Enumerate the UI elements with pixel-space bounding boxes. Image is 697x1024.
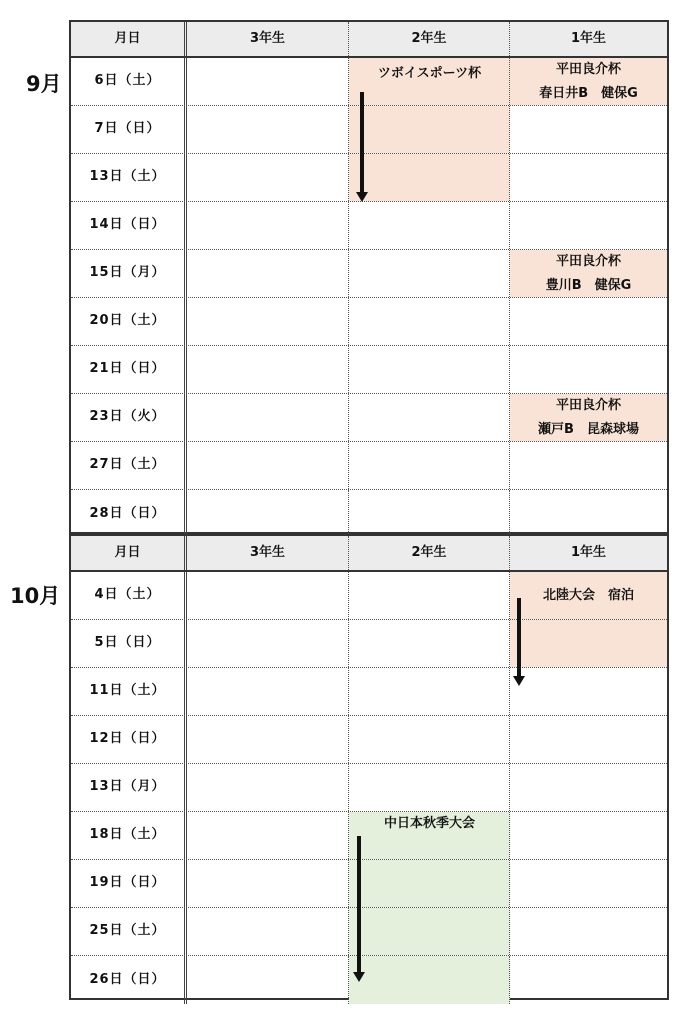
grade1-cell (510, 442, 667, 489)
grade1-cell (510, 764, 667, 811)
date-cell: 13日（土） (71, 154, 187, 201)
grade3-cell (187, 202, 349, 249)
october-schedule-table (69, 534, 669, 1000)
grade3-cell (187, 106, 349, 153)
grade1-cell (510, 298, 667, 345)
header-grade3: 3年生 (187, 536, 349, 570)
date-cell: 28日（日） (71, 490, 187, 538)
table-row (71, 154, 667, 202)
table-row (71, 202, 667, 250)
table-row (71, 956, 667, 1004)
grade1-cell (510, 106, 667, 153)
table-row (71, 860, 667, 908)
table-row (71, 298, 667, 346)
date-cell: 5日（日） (71, 620, 187, 667)
event-tsubois-cup: ツボイスポーツ杯 (377, 66, 482, 81)
header-date: 月日 (71, 536, 187, 570)
table-header (71, 536, 667, 572)
date-cell: 11日（土） (71, 668, 187, 715)
grade3-cell (187, 956, 349, 1004)
table-row (71, 764, 667, 812)
grade2-cell (349, 490, 510, 538)
grade1-cell (510, 346, 667, 393)
grade2-cell (349, 764, 510, 811)
date-cell: 25日（土） (71, 908, 187, 955)
grade2-cell (349, 860, 510, 907)
header-grade2: 2年生 (349, 536, 510, 570)
grade2-cell (349, 908, 510, 955)
grade2-cell (349, 394, 510, 441)
event-hirata-cup-detail: 豊川B 健保G (545, 278, 632, 293)
grade1-cell (510, 668, 667, 715)
arrow-down-icon (517, 598, 521, 678)
grade3-cell (187, 298, 349, 345)
grade1-cell (510, 716, 667, 763)
grade3-cell (187, 764, 349, 811)
grade1-cell (510, 812, 667, 859)
grade3-cell (187, 154, 349, 201)
grade3-cell (187, 860, 349, 907)
grade1-cell (510, 154, 667, 201)
grade3-cell (187, 250, 349, 297)
date-cell: 20日（土） (71, 298, 187, 345)
date-cell: 19日（日） (71, 860, 187, 907)
date-cell: 21日（日） (71, 346, 187, 393)
grade3-cell (187, 812, 349, 859)
grade3-cell (187, 394, 349, 441)
event-hirata-cup-detail: 春日井B 健保G (539, 86, 638, 101)
event-hokuriku-tournament: 北陸大会 宿泊 (542, 588, 634, 603)
table-header (71, 22, 667, 58)
date-cell: 6日（土） (71, 58, 187, 105)
grade2-cell (349, 106, 510, 153)
date-cell: 18日（土） (71, 812, 187, 859)
grade3-cell (187, 442, 349, 489)
date-cell: 26日（日） (71, 956, 187, 1004)
september-schedule-table (69, 20, 669, 534)
header-grade1: 1年生 (570, 544, 607, 560)
month-label-october: 10月 (10, 584, 61, 608)
grade1-cell (510, 202, 667, 249)
header-grade1: 1年生 (570, 30, 607, 46)
grade3-cell (187, 908, 349, 955)
grade3-cell (187, 490, 349, 538)
grade2-cell (349, 668, 510, 715)
table-row (71, 346, 667, 394)
table-row (71, 106, 667, 154)
date-cell: 27日（土） (71, 442, 187, 489)
grade1-cell (510, 620, 667, 667)
grade2-cell (349, 956, 510, 1004)
date-cell: 7日（日） (71, 106, 187, 153)
event-hirata-cup-title: 平田良介杯 (555, 62, 621, 77)
header-grade2: 2年生 (349, 22, 510, 56)
grade2-cell (349, 346, 510, 393)
grade2-cell (349, 154, 510, 201)
grade2-cell (349, 572, 510, 619)
grade1-cell (510, 956, 667, 1004)
grade2-cell (349, 716, 510, 763)
table-row (71, 442, 667, 490)
grade2-cell (349, 250, 510, 297)
date-cell: 13日（月） (71, 764, 187, 811)
table-row (71, 620, 667, 668)
grade3-cell (187, 668, 349, 715)
date-cell: 15日（月） (71, 250, 187, 297)
grade1-cell (510, 908, 667, 955)
arrow-down-icon (357, 836, 361, 974)
event-chunichi-autumn-tournament: 中日本秋季大会 (383, 816, 475, 831)
event-hirata-cup-title: 平田良介杯 (555, 398, 621, 413)
grade2-cell (349, 620, 510, 667)
date-cell: 23日（火） (71, 394, 187, 441)
grade3-cell (187, 346, 349, 393)
grade3-cell (187, 572, 349, 619)
table-row (71, 668, 667, 716)
grade2-cell (349, 442, 510, 489)
grade1-cell (510, 860, 667, 907)
date-cell: 12日（日） (71, 716, 187, 763)
grade3-cell (187, 58, 349, 105)
header-grade3: 3年生 (187, 22, 349, 56)
table-row (71, 908, 667, 956)
arrow-down-icon (360, 92, 364, 194)
grade3-cell (187, 716, 349, 763)
header-date: 月日 (71, 22, 187, 56)
grade3-cell (187, 620, 349, 667)
table-row (71, 490, 667, 538)
date-cell: 14日（日） (71, 202, 187, 249)
grade2-cell (349, 298, 510, 345)
grade1-cell (510, 490, 667, 538)
grade2-cell (349, 202, 510, 249)
event-hirata-cup-detail: 瀬戸B 昆森球場 (538, 422, 639, 437)
table-row (71, 716, 667, 764)
month-label-september: 9月 (26, 72, 62, 96)
date-cell: 4日（土） (71, 572, 187, 619)
event-hirata-cup-title: 平田良介杯 (555, 254, 621, 269)
